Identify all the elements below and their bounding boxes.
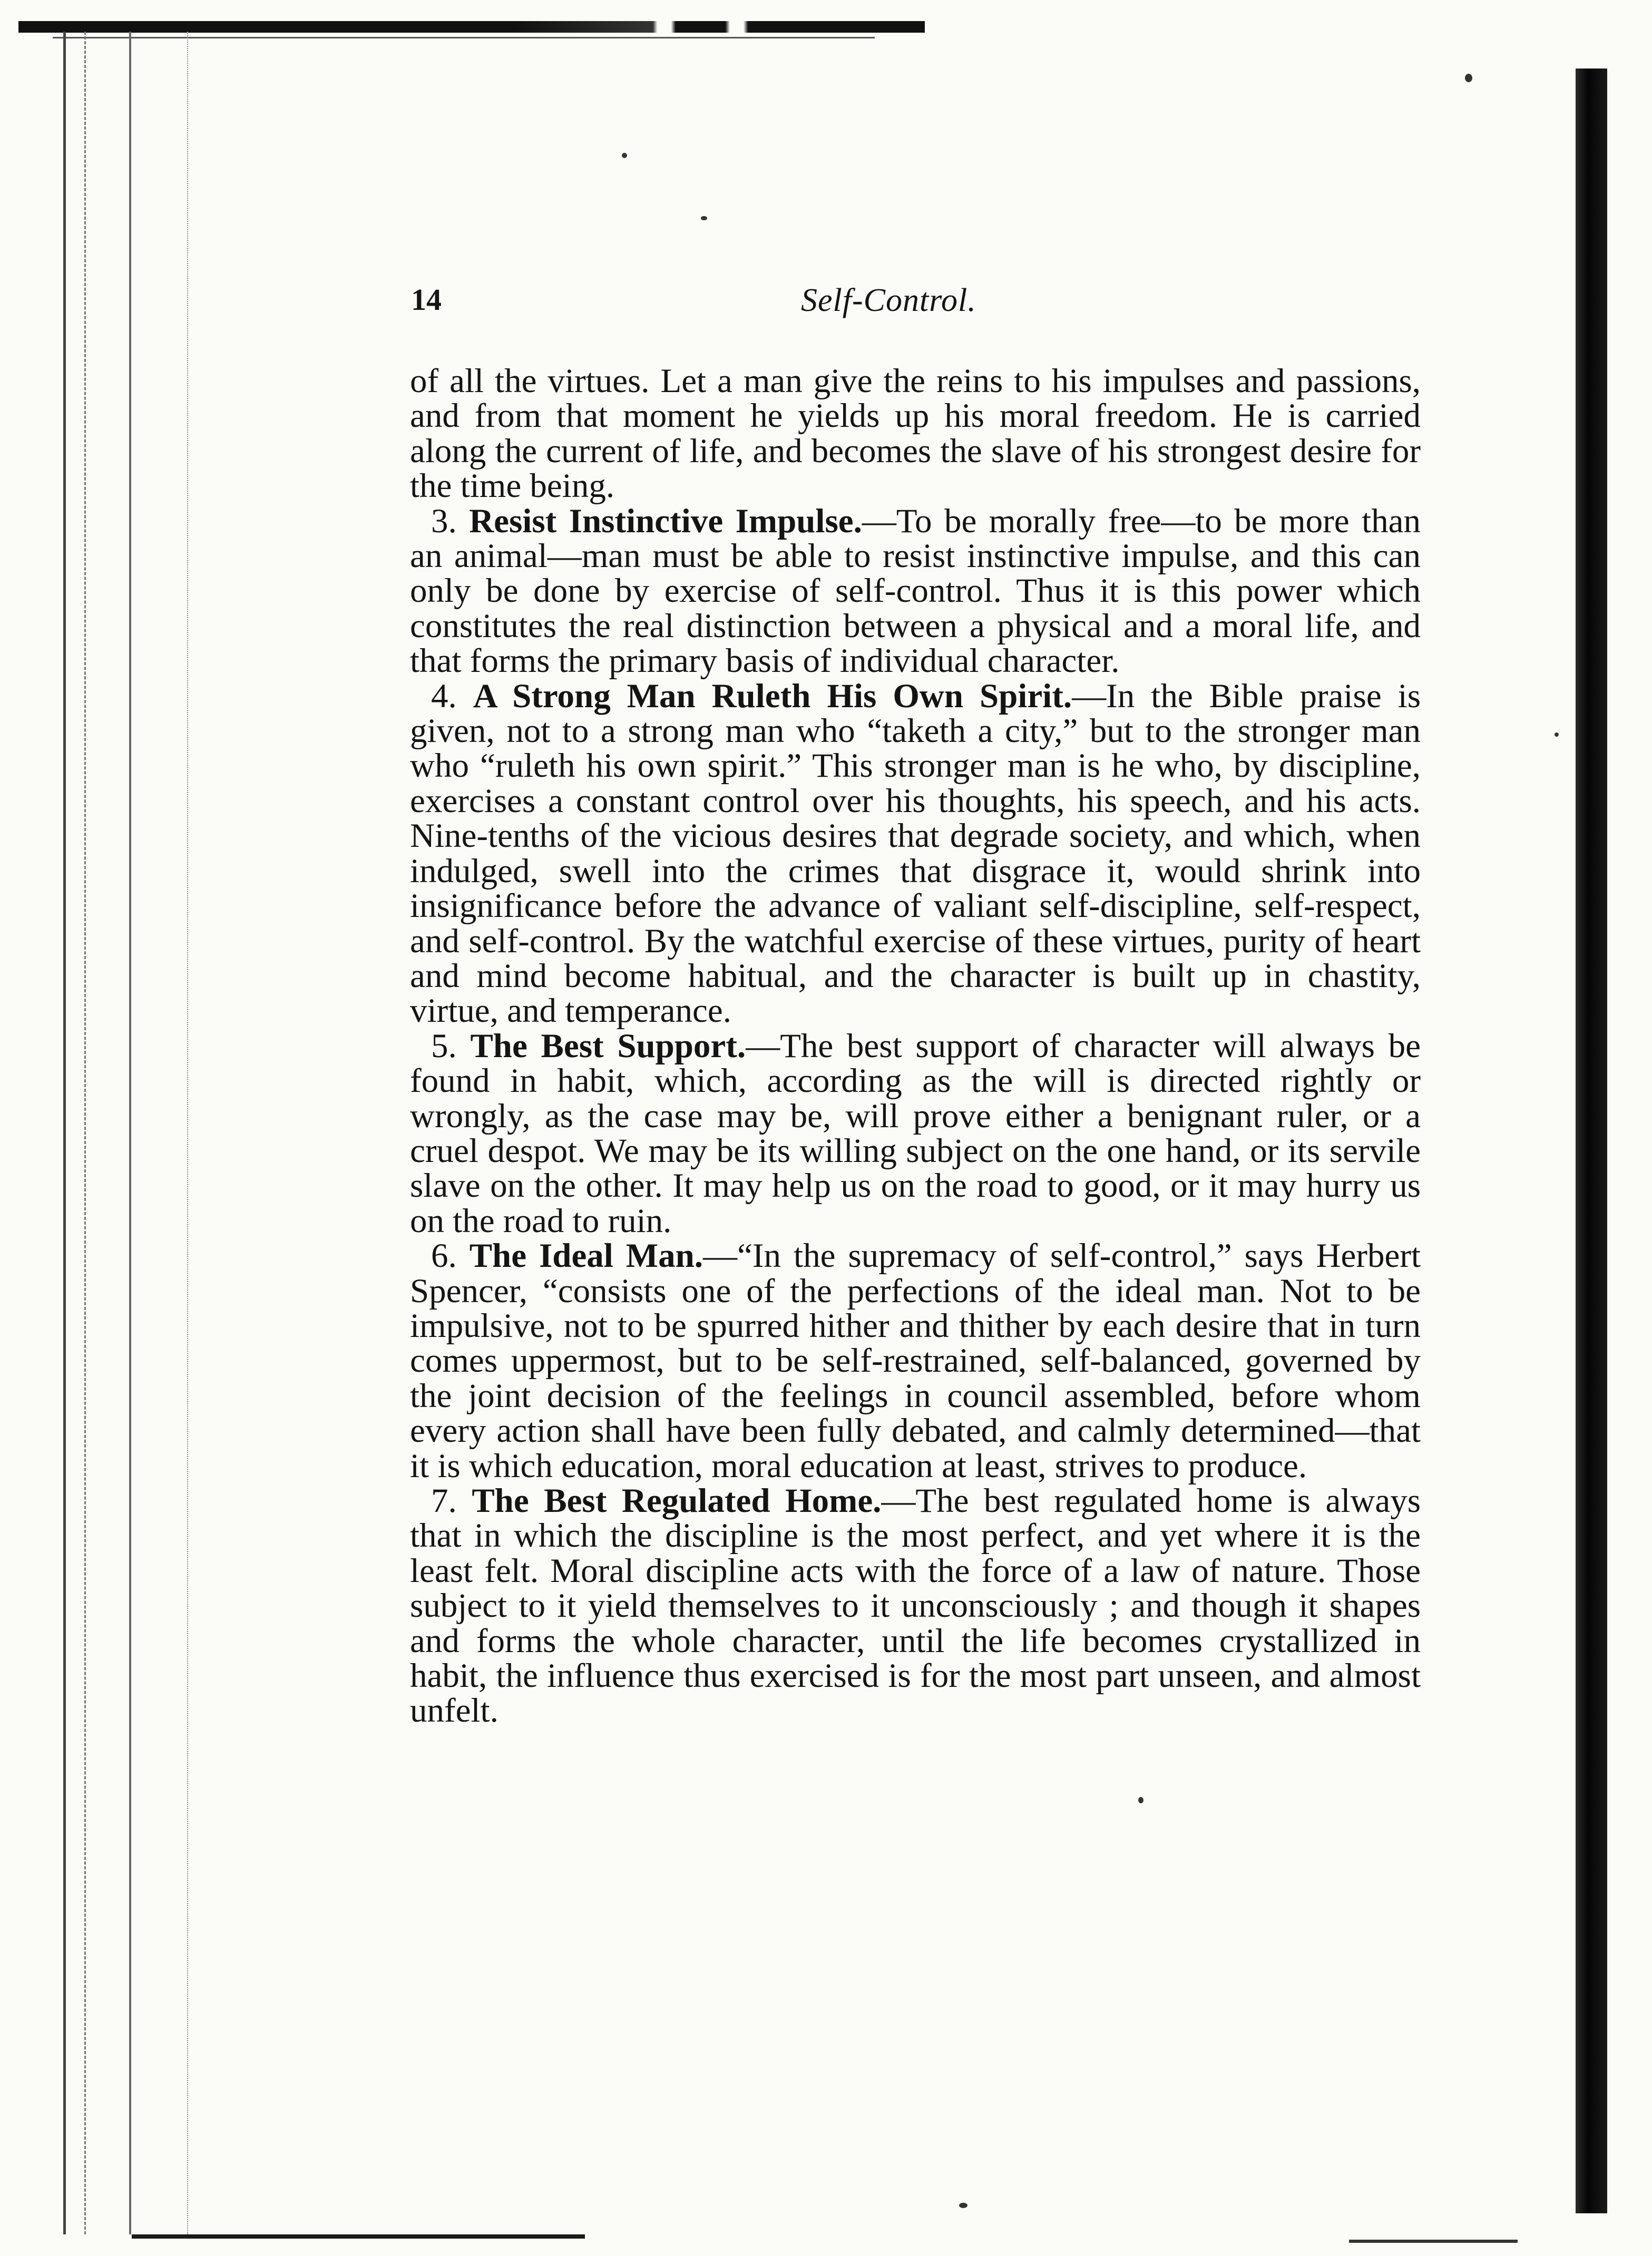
scan-speck xyxy=(701,216,707,220)
section-heading: Resist Instinctive Impulse. xyxy=(469,502,862,540)
section-heading: The Ideal Man. xyxy=(469,1237,703,1275)
section-number: 4. xyxy=(431,677,457,715)
scan-bottom-rule xyxy=(132,2234,585,2239)
page-number: 14 xyxy=(411,282,442,317)
section-text: —“In the supremacy of self-control,” says Herbert Spencer, “consists one of the perfections of the ideal man. Not to be impulsive, not to be spurred hither and thither by each desire that in turn comes uppermost, but to be self-restrained, self-balanced, governed by the joint decision of the feelings in council assembled, before whom every action shall have been fully debated, and calmly determined—that it is which education, moral education at least, strives to produce. xyxy=(410,1237,1421,1485)
section-paragraph xyxy=(410,1483,1421,1728)
section-heading: A Strong Man Ruleth His Own Spirit. xyxy=(473,677,1072,715)
scan-speck xyxy=(1138,1797,1143,1803)
running-head-title: Self-Control. xyxy=(801,282,976,318)
scan-left-binding-line xyxy=(84,32,89,2234)
scan-right-edge-bar xyxy=(1576,69,1607,2213)
section-number: 3. xyxy=(431,502,457,540)
section-paragraph xyxy=(410,1029,1421,1238)
scan-left-binding xyxy=(63,32,188,2234)
section-number: 5. xyxy=(431,1027,457,1065)
section-heading: The Best Regulated Home. xyxy=(472,1482,882,1520)
running-header xyxy=(411,282,1444,329)
scan-top-rule xyxy=(18,21,925,33)
body-text xyxy=(410,364,1421,1728)
scan-speck xyxy=(1465,74,1472,82)
section-paragraph xyxy=(410,679,1421,1029)
section-text: —In the Bible praise is given, not to a strong man who “taketh a city,” but to the stronger man who “ruleth his own spirit.” This stronger man is he who, by discipline, exercises a constant control over his thoughts, his speech, and his acts. Nine-tenths of the vicious desires that degrade society, and which, when indulged, swell into the crimes that disgrace it, would shrink into insignificance before the advance of valiant self-discipline, self-respect, and self-control. By the watchful exercise of these virtues, purity of heart and mind become habitual, and the character is built up in chastity, virtue, and temperance. xyxy=(410,677,1421,1030)
section-text: —The best support of character will always be found in habit, which, according as the will is directed rightly or wrongly, as the case may be, will prove either a benignant ruler, or a cruel despot. We may be its willing subject on the one hand, or its servile slave on the other. It may help us on the road to good, or it may hurry us on the road to ruin. xyxy=(410,1027,1421,1240)
section-text: —To be morally free—to be more than an animal—man must be able to resist instinctive impulse, and this can only be done by exercise of self-control. Thus it is this power which constitutes the real distinction between a physical and a moral life, and that forms the primary basis of individual character. xyxy=(410,502,1421,680)
scan-speck xyxy=(622,153,627,158)
section-paragraph xyxy=(410,504,1421,679)
scan-bottom-rule xyxy=(1349,2240,1518,2243)
section-number: 6. xyxy=(431,1237,457,1275)
section-heading: The Best Support. xyxy=(470,1027,746,1065)
scan-speck xyxy=(959,2203,967,2208)
section-paragraph xyxy=(410,1238,1421,1483)
section-number: 7. xyxy=(431,1482,457,1520)
intro-paragraph: of all the virtues. Let a man give the reins to his impulses and passions, and from that moment he yields up his moral freedom. He is carried along the current of life, and becomes the slave of his strongest desire for the time being. xyxy=(410,362,1421,505)
scan-speck xyxy=(1555,733,1559,737)
scan-left-binding-line xyxy=(129,32,134,2234)
section-text: —The best regulated home is always that in which the discipline is the most perfect, and yet where it is the least felt. Moral discipline acts with the force of a law of nature. Those subject to it yield themselves to it unconsciously ; and though it shapes and forms the whole character, until the life becomes crystallized in habit, the influence thus exercised is for the most part unseen, and almost unfelt. xyxy=(410,1482,1421,1730)
